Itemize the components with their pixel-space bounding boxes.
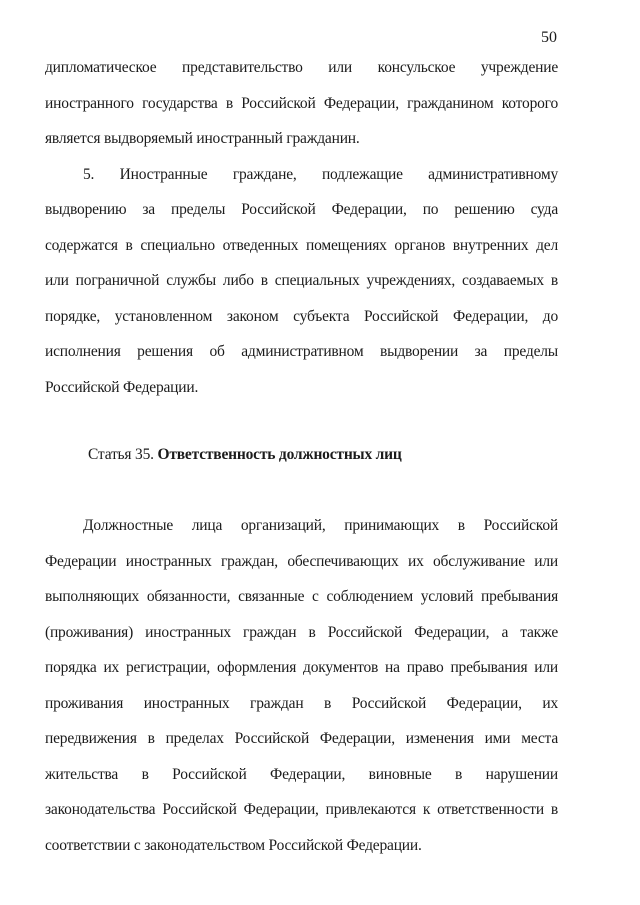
text-line: выдворению за пределы Российской Федерации, по решению суда: [45, 201, 558, 218]
paragraph: [45, 157, 558, 406]
text-line: порядке, установленном законом субъекта Российской Федерации, до: [45, 307, 558, 325]
article-heading: [45, 437, 558, 473]
article-number: Статья 35.: [88, 446, 158, 463]
document-content: [45, 50, 558, 863]
text-line: законодательства Российской Федерации, привлекаются к ответственности в: [45, 801, 558, 818]
paragraph: [45, 508, 558, 863]
text-line: исполнения решения об административном выдворении за пределы: [45, 343, 558, 360]
text-line: дипломатическое представительство или консульское учреждение: [45, 59, 558, 76]
text-line: Должностные лица организаций, принимающих в Российской: [83, 517, 558, 534]
text-line: (проживания) иностранных граждан в Российской Федерации, а также: [45, 623, 558, 641]
page-number: 50: [541, 29, 557, 46]
text-line: является выдворяемый иностранный гражданин.: [45, 130, 360, 147]
text-line: содержатся в специально отведенных помещениях органов внутренних дел: [45, 236, 558, 254]
text-line: порядка их регистрации, оформления документов на право пребывания или: [45, 659, 558, 676]
text-line: передвижения в пределах Российской Федерации, изменения ими места: [45, 730, 558, 747]
text-line: соответствии с законодательством Российской Федерации.: [45, 836, 422, 854]
text-line: или пограничной службы либо в специальных учреждениях, создаваемых в: [45, 272, 558, 289]
text-line: Российской Федерации.: [45, 378, 199, 396]
text-line: Федерации иностранных граждан, обеспечивающих их обслуживание или: [45, 552, 558, 570]
article-heading-line: [45, 437, 558, 473]
text-line: 5. Иностранные граждане, подлежащие административному: [83, 165, 558, 183]
article-title: Ответственность должностных лиц: [157, 446, 402, 463]
text-line: выполняющих обязанности, связанные с соблюдением условий пребывания: [45, 588, 558, 605]
paragraph: [45, 50, 558, 157]
text-line: жительства в Российской Федерации, виновные в нарушении: [45, 765, 558, 783]
text-line: иностранного государства в Российской Федерации, гражданином которого: [45, 94, 558, 112]
text-line: проживания иностранных граждан в Российской Федерации, их: [45, 694, 558, 712]
